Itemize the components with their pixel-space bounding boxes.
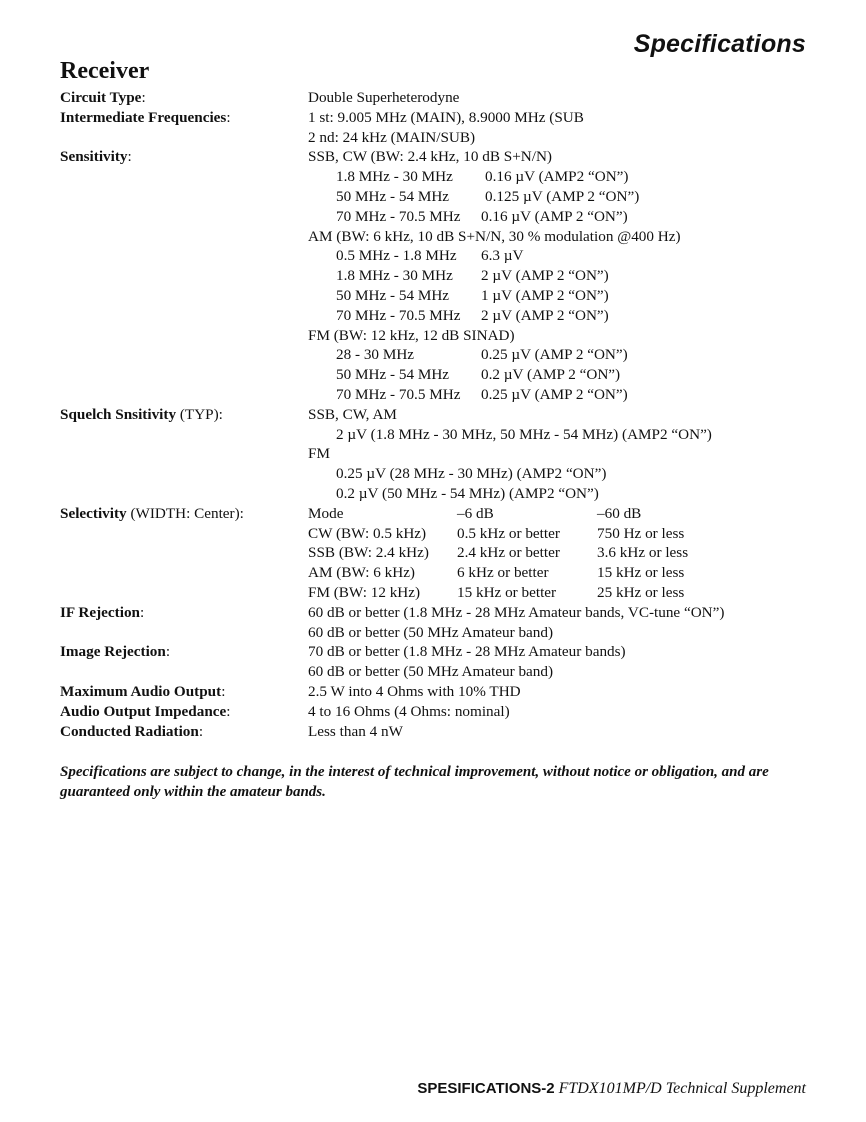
spec-label: Sensitivity: [60, 148, 128, 166]
sensitivity-am-row: [60, 306, 820, 326]
spec-label: Image Rejection: [60, 643, 166, 661]
spec-value: 2.5 W into 4 Ohms with 10% THD: [308, 682, 521, 700]
sensitivity-am-heading: AM (BW: 6 kHz, 10 dB S+N/N, 30 % modulation @400 Hz): [308, 227, 681, 245]
band: 1.8 MHz - 30 MHz: [336, 267, 453, 285]
page-footer: [417, 1080, 806, 1098]
spec-value: 1 st: 9.005 MHz (MAIN), 8.9000 MHz (SUB: [308, 108, 584, 126]
sensitivity-value: 2 µV (AMP 2 “ON”): [481, 267, 609, 285]
sensitivity-ssb-row: [60, 207, 820, 227]
spec-row-intermediate-frequencies: Intermediate Frequencies: 1 st: 9.005 MHz (MAIN), 8.9000 MHz (SUB: [60, 108, 820, 128]
spec-row-continuation: [60, 128, 820, 148]
sensitivity-value: 0.125 µV (AMP 2 “ON”): [485, 187, 640, 205]
sensitivity-am-row: [60, 286, 820, 306]
sensitivity-fm-row: [60, 365, 820, 385]
sensitivity-fm-row: [60, 385, 820, 405]
spec-row-selectivity: Selectivity (WIDTH: Center): Mode –6 dB –60 dB: [60, 504, 820, 524]
spec-row-squelch-sensitivity: Squelch Snsitivity (TYP): SSB, CW, AM: [60, 405, 820, 425]
band: 1.8 MHz - 30 MHz: [336, 168, 453, 186]
band: 50 MHz - 54 MHz: [336, 187, 450, 205]
spec-label: IF Rejection: [60, 603, 140, 621]
spec-row-sensitivity: Sensitivity: SSB, CW (BW: 2.4 kHz, 10 dB S+N/N): [60, 147, 820, 167]
footer-page-label: SPESIFICATIONS-2: [417, 1080, 555, 1097]
band: 70 MHz - 70.5 MHz: [336, 306, 461, 324]
sensitivity-ssb-row: [60, 187, 820, 207]
spec-value: 70 dB or better (1.8 MHz - 28 MHz Amateur bands): [308, 643, 626, 661]
spec-value: 60 dB or better (1.8 MHz - 28 MHz Amateur bands, VC-tune “ON”): [308, 603, 725, 621]
selectivity-row: AM (BW: 6 kHz) 6 kHz or better 15 kHz or less: [308, 564, 685, 582]
spec-label: Maximum Audio Output: [60, 682, 222, 700]
selectivity-row: CW (BW: 0.5 kHz) 0.5 kHz or better 750 Hz or less: [308, 524, 685, 542]
spec-row-if-rejection: IF Rejection: 60 dB or better (1.8 MHz - 28 MHz Amateur bands, VC-tune “ON”): [60, 603, 820, 623]
sensitivity-value: 6.3 µV: [481, 247, 524, 265]
spec-label: Circuit Type: [60, 89, 142, 106]
spec-table: [60, 88, 820, 741]
spec-row-continuation: 60 dB or better (50 MHz Amateur band): [308, 663, 554, 681]
spec-label: Intermediate Frequencies: [60, 108, 227, 126]
selectivity-header: Mode –6 dB –60 dB: [308, 504, 642, 522]
spec-row-audio-output-impedance: Audio Output Impedance: 4 to 16 Ohms (4 Ohms: nominal): [60, 702, 820, 722]
sensitivity-ssb-row: [60, 167, 820, 187]
spec-row-continuation: 60 dB or better (50 MHz Amateur band): [308, 623, 554, 641]
sensitivity-value: 0.2 µV (AMP 2 “ON”): [481, 366, 621, 384]
spec-label: Selectivity: [60, 504, 127, 522]
spec-value: SSB, CW, AM: [308, 405, 397, 423]
selectivity-row: FM (BW: 12 kHz) 15 kHz or better 25 kHz or less: [308, 583, 685, 601]
spec-row-max-audio-output: Maximum Audio Output: 2.5 W into 4 Ohms with 10% THD: [60, 682, 820, 702]
selectivity-row: SSB (BW: 2.4 kHz) 2.4 kHz or better 3.6 kHz or less: [308, 544, 689, 562]
spec-row-circuit-type: Circuit Type: Double Superheterodyne: [60, 88, 820, 108]
band: 0.5 MHz - 1.8 MHz: [336, 247, 457, 265]
spec-label: Conducted Radiation: [60, 722, 199, 740]
spec-label: Squelch Snsitivity: [60, 405, 177, 423]
sensitivity-am-row: [60, 266, 820, 286]
spec-row-conducted-radiation: Conducted Radiation: Less than 4 nW: [60, 722, 820, 742]
squelch-fm-line: 0.25 µV (28 MHz - 30 MHz) (AMP2 “ON”): [336, 465, 607, 483]
band: 28 - 30 MHz: [336, 346, 415, 364]
footer-document-title: FTDX101MP/D Technical Supplement: [558, 1080, 806, 1097]
spec-value: 2 nd: 24 kHz (MAIN/SUB): [308, 128, 476, 146]
sensitivity-value: 2 µV (AMP 2 “ON”): [481, 306, 609, 324]
band: 50 MHz - 54 MHz: [336, 286, 450, 304]
squelch-fm-heading: FM: [308, 445, 330, 463]
band: 70 MHz - 70.5 MHz: [336, 385, 461, 403]
disclaimer-note: Specifications are subject to change, in the interest of technical improvement, without notice or obligation, and are guaranteed only within the amateur bands.: [60, 764, 769, 800]
page-header-title: Specifications: [633, 30, 806, 58]
sensitivity-fm-row: [60, 345, 820, 365]
squelch-ssb-line: 2 µV (1.8 MHz - 30 MHz, 50 MHz - 54 MHz) (AMP2 “ON”): [336, 425, 712, 443]
spec-value: Double Superheterodyne: [308, 89, 460, 106]
sensitivity-value: 0.16 µV (AMP2 “ON”): [485, 168, 629, 186]
section-title: Receiver: [60, 58, 150, 84]
sensitivity-value: 0.25 µV (AMP 2 “ON”): [481, 385, 628, 403]
sensitivity-value: 1 µV (AMP 2 “ON”): [481, 286, 609, 304]
spec-row-image-rejection: Image Rejection: 70 dB or better (1.8 MHz - 28 MHz Amateur bands): [60, 642, 820, 662]
sensitivity-am-row: [60, 246, 820, 266]
squelch-fm-line: 0.2 µV (50 MHz - 54 MHz) (AMP2 “ON”): [336, 484, 599, 502]
band: 70 MHz - 70.5 MHz: [336, 207, 461, 225]
sensitivity-value: 0.25 µV (AMP 2 “ON”): [481, 346, 628, 364]
sensitivity-value: 0.16 µV (AMP 2 “ON”): [481, 207, 628, 225]
spec-value: Less than 4 nW: [308, 722, 403, 740]
band: 50 MHz - 54 MHz: [336, 366, 450, 384]
sensitivity-fm-heading: FM (BW: 12 kHz, 12 dB SINAD): [308, 326, 515, 344]
spec-value: 4 to 16 Ohms (4 Ohms: nominal): [308, 702, 510, 720]
spec-label: Audio Output Impedance: [60, 702, 227, 720]
spec-value: SSB, CW (BW: 2.4 kHz, 10 dB S+N/N): [308, 148, 552, 166]
